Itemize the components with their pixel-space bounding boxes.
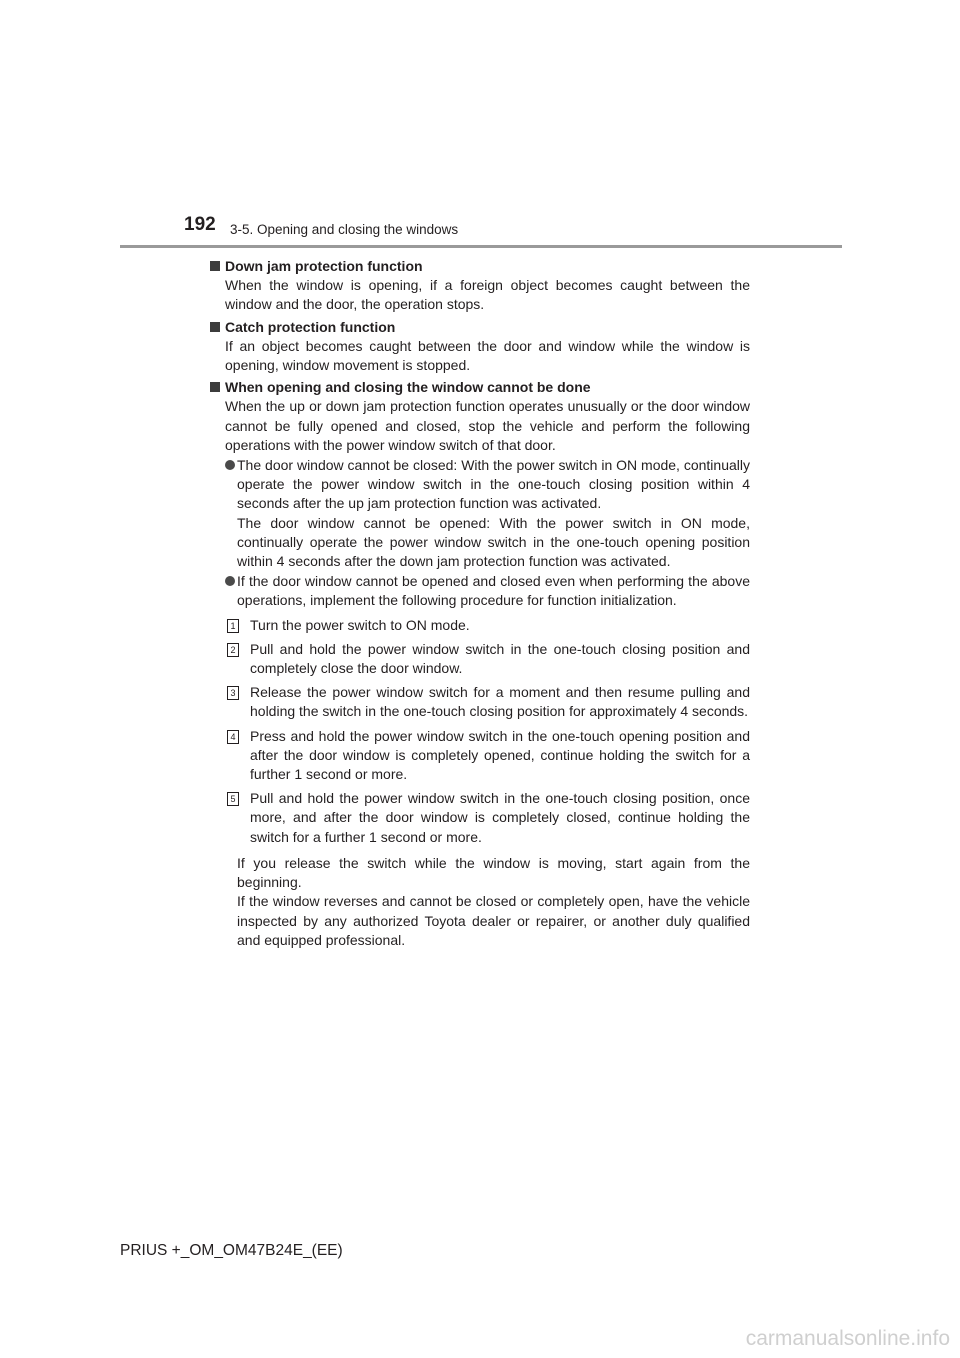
step-item: [210, 640, 750, 678]
bullet-text: The door window cannot be opened: With the power switch in ON mode, continually operate the power window switch in the one-touch opening position within 4 seconds after the down jam protection function was activated.: [237, 514, 750, 570]
step-text: Press and hold the power window switch in the one-touch opening position and after the door window is completely opened, continue holding the switch for a further 1 second or more.: [250, 727, 750, 783]
header-divider: [120, 245, 842, 248]
step-item: [210, 616, 750, 635]
step-text: Turn the power switch to ON mode.: [250, 616, 470, 633]
square-bullet-icon: [210, 322, 220, 332]
bullet-text: If the door window cannot be opened and closed even when performing the above operations, implement the following procedure for function initialization.: [237, 573, 750, 609]
step-number-badge: 4: [227, 730, 239, 744]
step-item: [210, 727, 750, 785]
watermark: carmanualsonline.info: [745, 1327, 950, 1350]
square-bullet-icon: [210, 382, 220, 392]
document-code: PRIUS +_OM_OM47B24E_(EE): [120, 1242, 343, 1259]
step-number-badge: 3: [227, 686, 239, 700]
note-text: If you release the switch while the window is moving, start again from the beginning.: [237, 854, 750, 891]
heading-catch-protection: Catch protection function: [210, 318, 750, 337]
step-number-badge: 1: [227, 619, 239, 633]
section-title: 3-5. Opening and closing the windows: [230, 222, 459, 237]
step-number-badge: 5: [227, 792, 239, 806]
step-number-badge: 2: [227, 643, 239, 657]
closing-note: [210, 854, 750, 950]
main-content: [210, 254, 750, 950]
bullet-item: [210, 456, 750, 571]
step-item: [210, 789, 750, 847]
bullet-text: The door window cannot be closed: With the power switch in ON mode, continually operate the power window switch in the one-touch closing position within 4 seconds after the up jam protection function was activated.: [237, 457, 750, 512]
step-text: Pull and hold the power window switch in the one-touch closing position and completely close the door window.: [250, 640, 750, 677]
note-text: If the window reverses and cannot be closed or completely open, have the vehicle inspected by any authorized Toyota dealer or repairer, or another duly qualified and equipped professional.: [237, 893, 750, 948]
paragraph-down-jam: When the window is opening, if a foreign object becomes caught between the window and the door, the operation stops.: [225, 277, 750, 313]
step-text: Release the power window switch for a moment and then resume pulling and holding the switch in the one-touch closing position for approximately 4 seconds.: [250, 684, 750, 720]
heading-down-jam: Down jam protection function: [210, 257, 750, 276]
square-bullet-icon: [210, 261, 220, 271]
paragraph-catch-protection: If an object becomes caught between the door and window while the window is opening, window movement is stopped.: [225, 337, 750, 374]
paragraph-cannot-be-done: When the up or down jam protection function operates unusually or the door window cannot be fully opened and closed, stop the vehicle and perform the following operations with the power window switch of that door.: [225, 398, 750, 453]
page-number: 192: [184, 214, 216, 235]
circle-bullet-icon: [225, 576, 235, 586]
heading-cannot-be-done: When opening and closing the window cannot be done: [210, 378, 750, 397]
step-text: Pull and hold the power window switch in the one-touch closing position, once more, and after the door window is completely closed, continue holding the switch for a further 1 second or more.: [250, 790, 750, 845]
step-item: [210, 683, 750, 721]
bullet-item: [210, 572, 750, 610]
circle-bullet-icon: [225, 460, 235, 470]
